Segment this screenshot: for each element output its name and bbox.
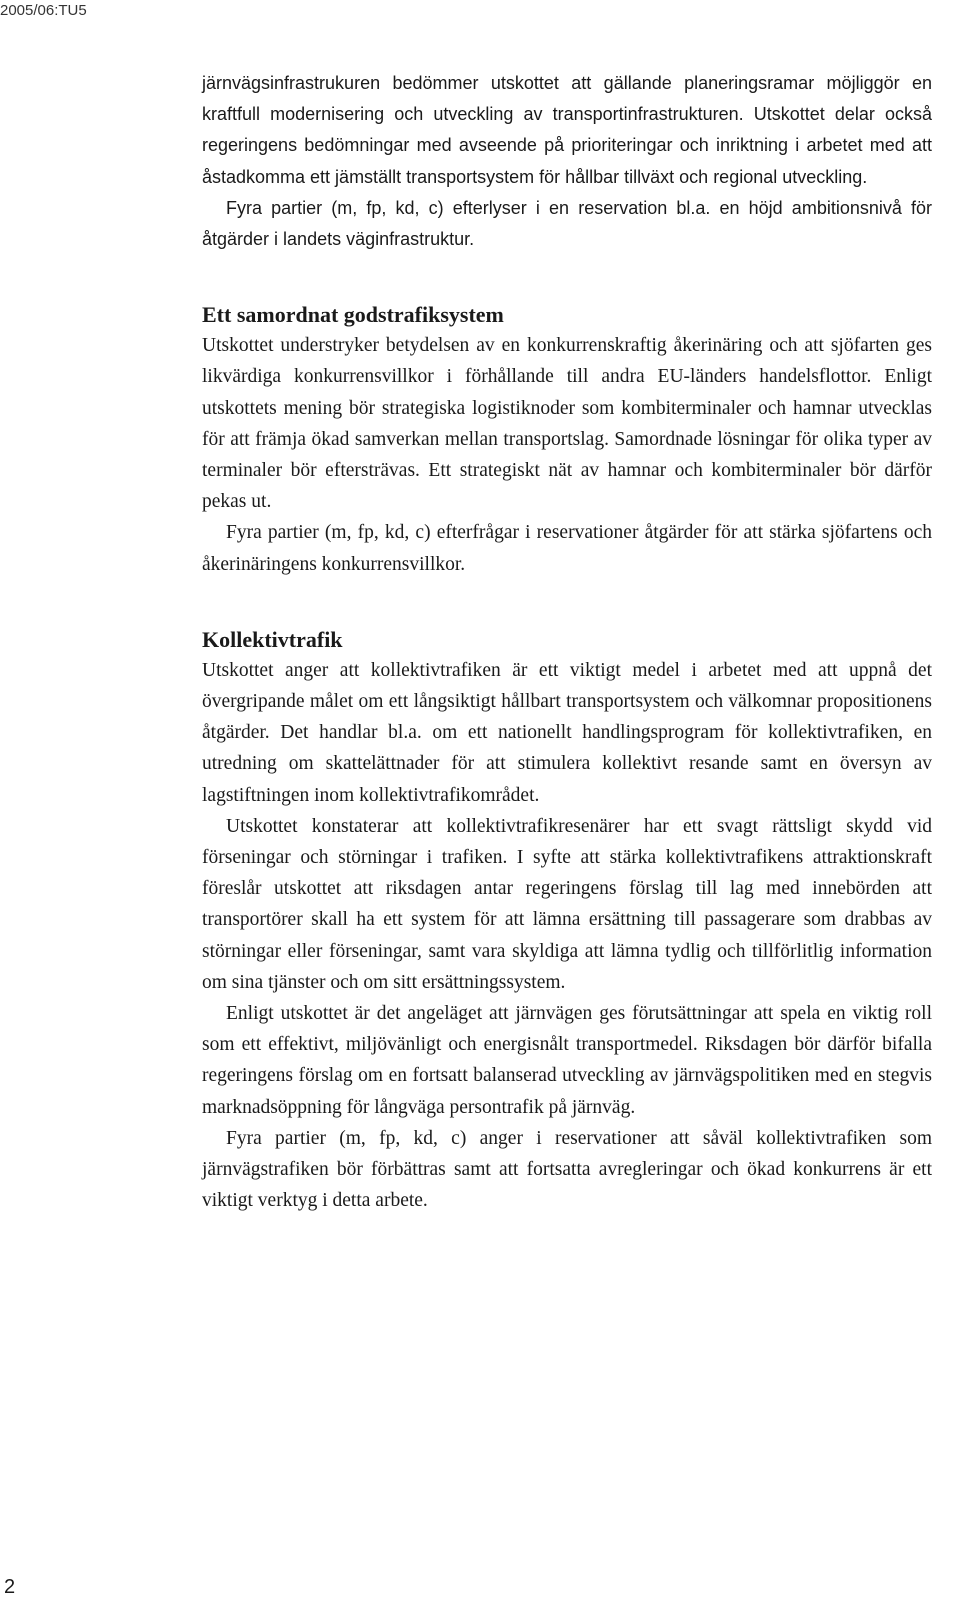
kollektivtrafik-paragraph-3: Enligt utskottet är det angeläget att järnvägen ges förutsättningar att spela en viktig roll som ett effektivt, miljövänligt och energisnålt transportmedel. Riksdagen bör därför bifalla regeringens förslag om en fortsatt balanserad utveckling av järnvägspolitiken med en stegvis marknadsöppning för långväga persontrafik på järnväg. (202, 1003, 932, 1118)
document-code: 2005/06:TU5 (0, 2, 87, 19)
intro-paragraph-1: järnvägsinfrastrukuren bedömmer utskottet att gällande planeringsramar möjliggör en kraftfull modernisering och utveckling av transportinfrastrukturen. Utskottet delar också regeringens bedömningar med avseende på prioriteringar och inriktning i arbetet med att åstadkomma ett jämställt transportsystem för hållbar tillväxt och regional utveckling. (202, 73, 932, 187)
kollektivtrafik-paragraph-1: Utskottet anger att kollektivtrafiken är ett viktigt medel i arbetet med att uppnå det övergripande målet om ett långsiktigt hållbart transportsystem och välkomnar propositionens åtgärder. Det handlar bl.a. om ett nationellt handlingsprogram för kollektivtrafiken, en utredning om skattelättnader för att stimulera kollektivt resande samt en översyn av lagstiftningen inom kollektivtrafikområdet. (202, 659, 932, 806)
kollektivtrafik-paragraph-2: Utskottet konstaterar att kollektivtrafikresenärer har ett svagt rättsligt skydd vid förseningar och störningar i trafiken. I syfte att stärka kollektivtrafikens attraktionskraft föreslår utskottet att riksdagen antar regeringens förslag till lag med innebörden att transportörer skall ha ett system för att lämna ersättning till passagerare som drabbas av störningar eller förseningar, samt vara skyldiga att lämna tydlig och tillförlitlig information om sina tjänster och om sitt ersättningssystem. (202, 815, 932, 993)
section-heading-godstrafik: Ett samordnat godstrafiksystem (202, 302, 504, 328)
section-heading-kollektivtrafik: Kollektivtrafik (202, 626, 343, 652)
kollektivtrafik-paragraph-4: Fyra partier (m, fp, kd, c) anger i reservationer att såväl kollektivtrafiken som järnvägstrafiken bör förbättras samt att fortsatta avregleringar och ökad konkurrens är ett viktigt verktyg i detta arbete. (202, 1127, 932, 1212)
page-content (202, 68, 932, 1217)
godstrafik-paragraph-1: Utskottet understryker betydelsen av en konkurrenskraftig åkerinäring och att sjöfarten ges likvärdiga konkurrensvillkor i förhållande till andra EU-länders handelsflottor. Enligt utskottets mening bör strategiska logistiknoder som kombiterminaler och hamnar utvecklas för att främja ökad samverkan mellan transportslag. Samordnade lösningar för olika typer av terminaler bör eftersträvas. Ett strategiskt nät av hamnar och kombiterminaler bör därför pekas ut. (202, 335, 932, 513)
godstrafik-paragraph-2: Fyra partier (m, fp, kd, c) efterfrågar i reservationer åtgärder för att stärka sjöfartens och åkerinäringens konkurrensvillkor. (202, 522, 932, 575)
page-number: 2 (4, 1576, 16, 1598)
intro-paragraph-2: Fyra partier (m, fp, kd, c) efterlyser i en reservation bl.a. en höjd ambitionsnivå för åtgärder i landets väginfrastruktur. (202, 197, 932, 250)
